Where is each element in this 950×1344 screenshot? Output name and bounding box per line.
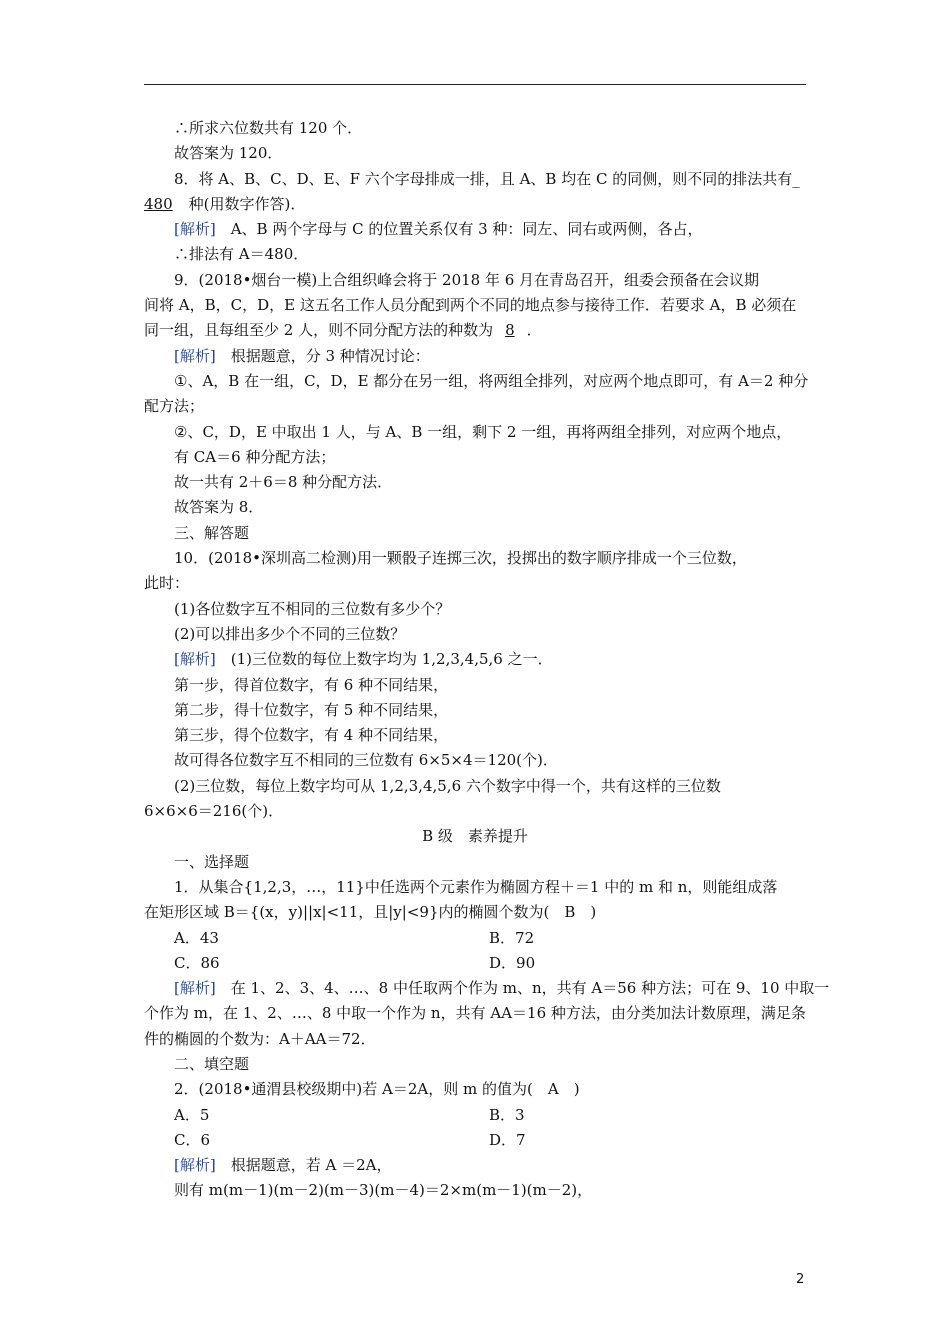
line-text: 故一共有 2＋6＝8 种分配方法． [174,473,393,492]
line-text: 8．将 A、B、C、D、E、F 六个字母排成一排，且 A、B 均在 C 的同侧，则不同的排法共有_ [174,169,800,188]
line-text: 有 CA＝6 种分配方法； [174,447,336,466]
line-text: 个作为 m，在 1、2、…、8 中取一个作为 n，共有 AA＝16 种方法，由分类加法计数原理，满足条 [144,1004,806,1023]
text-line [144,774,806,799]
line-text: 9．(2018•烟台一模)上合组织峰会将于 2018 年 6 月在青岛召开，组委会预备在会议期 [174,270,760,289]
text-line [144,141,806,166]
analysis-tag: [解析] [174,220,216,239]
line-text: 第一步，得首位数字，有 6 种不同结果， [174,675,449,694]
text-line [144,167,806,192]
line-text: 在矩形区域 B＝{(x，y)||x|<11，且|y|<9}内的椭圆个数为( B ) [144,903,597,922]
line-text: B 级 素养提升 [422,827,528,846]
text-line [144,1052,806,1077]
line-text: 1．从集合{1,2,3，…，11}中任选两个元素作为椭圆方程＋＝1 中的 m 和 n，则能组成落 [174,877,778,896]
line-text: 2．(2018•通渭县校级期中)若 A＝2A，则 m 的值为( A ) [174,1080,580,1099]
text-line [144,900,806,925]
line-text: (1)各位数字互不相同的三位数有多少个？ [174,599,451,618]
line-text: 三、解答题 [174,523,250,542]
line-text: 根据题意，分 3 种情况讨论： [215,346,430,365]
line-text: 第二步，得十位数字，有 5 种不同结果， [174,700,449,719]
line-text: 配方法； [144,397,205,416]
choice-option: C．6 [174,1130,211,1149]
line-text-tail: ． [526,321,542,340]
text-line [144,1153,806,1178]
text-line [144,495,806,520]
choice-option: D．7 [489,1130,526,1149]
text-line [144,369,809,394]
text-line [144,420,806,445]
choice-option: B．72 [489,928,535,947]
line-text: 故答案为 8． [174,498,264,517]
analysis-tag: [解析] [174,346,216,365]
choice-option: D．90 [489,953,536,972]
text-line [144,673,806,698]
text-line [144,698,806,723]
text-line [144,116,806,141]
text-line [144,824,806,849]
analysis-tag: [解析] [174,650,216,669]
line-text: 则有 m(m－1)(m－2)(m－3)(m－4)＝2×m(m－1)(m－2)， [174,1181,593,1200]
line-text: 一、选择题 [174,852,250,871]
document-body [144,116,830,1204]
option-row [144,1103,806,1128]
text-line [144,1027,806,1052]
text-line [144,597,806,622]
text-line [144,318,806,343]
text-line [144,242,806,267]
text-line [144,850,806,875]
option-row [144,1128,806,1153]
answer-blank: 8 [505,321,515,340]
text-line [144,622,806,647]
line-text: 二、填空题 [174,1054,250,1073]
analysis-tag: [解析] [174,1156,216,1175]
choice-option: A．43 [174,928,219,947]
answer-blank: 480 [144,194,173,213]
option-row [144,926,806,951]
text-line [144,647,806,672]
line-text: ①、A，B 在一组，C，D，E 都分在另一组，将两组全排列，对应两个地点即可，有 A＝2 种分 [174,371,809,390]
text-line [144,344,806,369]
text-line [144,268,806,293]
line-text: 10．(2018•深圳高二检测)用一颗骰子连掷三次，投掷出的数字顺序排成一个三位数， [174,549,747,568]
line-text: 第三步，得个位数字，有 4 种不同结果， [174,726,449,745]
text-line [144,293,806,318]
line-text: 种(用数字作答)． [188,194,306,213]
choice-option: A．5 [174,1105,210,1124]
line-text: 间将 A，B，C，D，E 这五名工作人员分配到两个不同的地点参与接待工作．若要求 A，B 必须在 [144,296,797,315]
line-text: 故可得各位数字互不相同的三位数有 6×5×4＝120(个)． [174,751,558,770]
text-line [144,470,806,495]
text-line [144,723,806,748]
line-text: ∴所求六位数共有 120 个． [174,119,363,137]
line-text: (2)三位数，每位上数字均可从 1,2,3,4,5,6 六个数字中得一个，共有这样的三位数 [174,776,721,795]
line-text: 在 1、2、3、4、…、8 中任取两个作为 m、n，共有 A＝56 种方法；可在 9、10 中取一 [215,979,830,998]
line-text: 6×6×6＝216(个)． [144,802,284,821]
choice-option: C．86 [174,953,220,972]
line-text: 故答案为 120． [174,144,283,163]
text-line [144,192,806,217]
option-row [144,951,806,976]
text-line [144,445,806,470]
text-line [144,217,806,242]
text-line [144,1178,806,1203]
text-line [144,1077,806,1102]
text-line [144,521,806,546]
line-text: 同一组，且每组至少 2 人，则不同分配方法的种数为 [144,321,494,340]
line-text: 根据题意，若 A ＝2A， [215,1156,392,1175]
header-rule [144,84,806,85]
text-line [144,748,806,773]
line-text: ②、C，D，E 中取出 1 人，与 A、B 一组，剩下 2 一组，再将两组全排列，对应两个地点， [174,422,792,441]
analysis-tag: [解析] [174,979,216,998]
choice-option: B．3 [489,1105,525,1124]
text-line [144,1001,806,1026]
line-text: 此时： [144,574,190,593]
text-line [144,799,806,824]
page-number: 2 [796,1272,805,1287]
line-text: ∴排法有 A＝480． [174,245,309,264]
line-text: (2)可以排出多少个不同的三位数？ [174,624,406,643]
text-line [144,875,806,900]
line-text: 件的椭圆的个数为：A＋AA＝72． [144,1029,376,1048]
line-text: A、B 两个字母与 C 的位置关系仅有 3 种：同左、同右或两侧，各占， [215,220,703,239]
text-line [144,571,806,596]
text-line [144,394,806,419]
line-text: (1)三位数的每位上数字均为 1,2,3,4,5,6 之一． [215,650,553,669]
text-line [144,546,806,571]
text-line [144,976,830,1001]
